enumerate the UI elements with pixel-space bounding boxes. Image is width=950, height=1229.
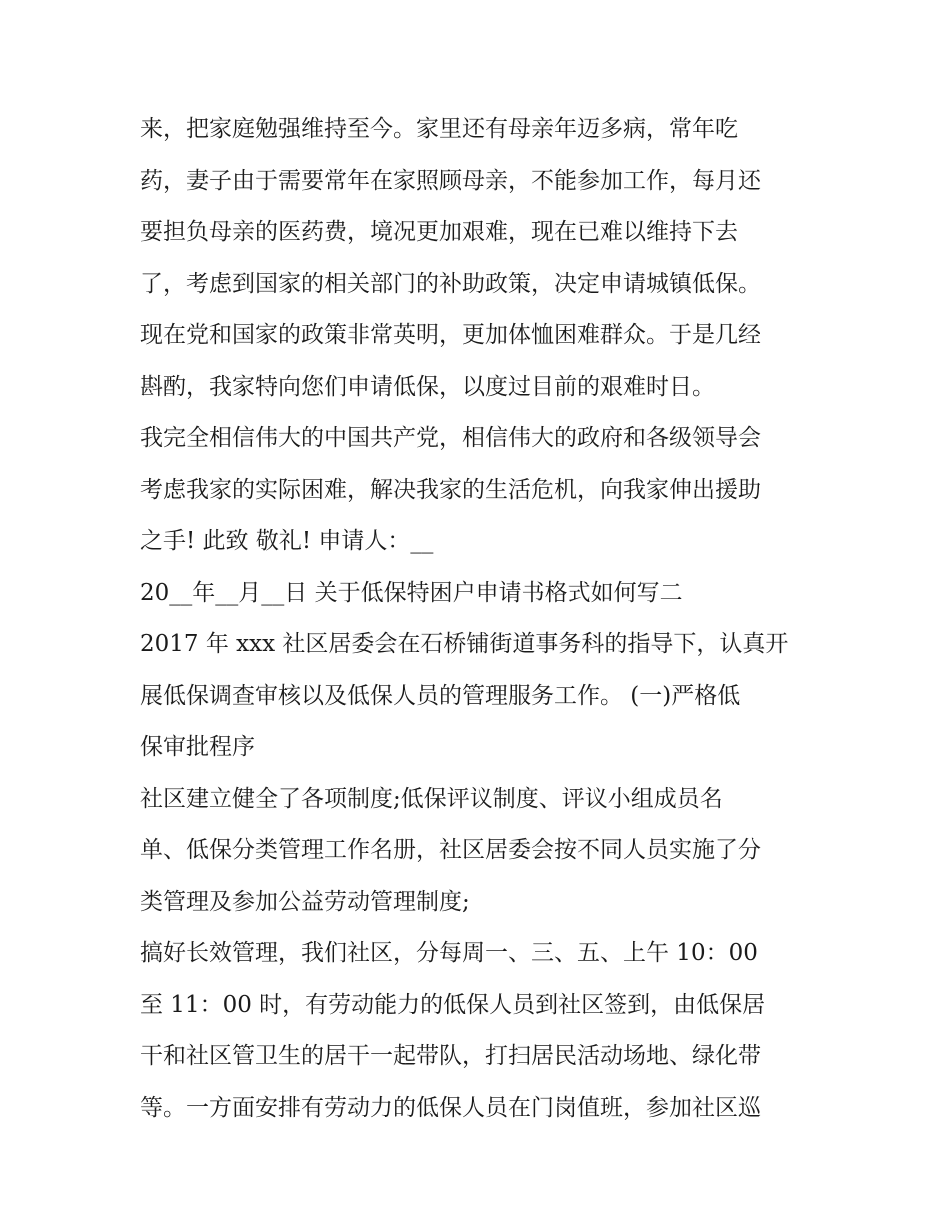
text-line: 斟酌，我家特向您们申请低保，以度过目前的艰难时日。 bbox=[140, 373, 715, 400]
text-line: 考虑我家的实际困难，解决我家的生活危机，向我家伸出援助 bbox=[140, 476, 761, 503]
text-line: 我完全相信伟大的中国共产党，相信伟大的政府和各级领导会 bbox=[140, 425, 761, 451]
text-line: 2017 年 xxx 社区居委会在石桥铺街道事务科的指导下，认真开 bbox=[140, 631, 789, 657]
text-line: 了，考虑到国家的相关部门的补助政策，决定申请城镇低保。 bbox=[140, 270, 761, 297]
text-line: 社区建立健全了各项制度;低保评议制度、评议小组成员名 bbox=[140, 785, 723, 812]
text-line: 保审批程序 bbox=[140, 734, 255, 760]
text-line: 现在党和国家的政策非常英明，更加体恤困难群众。于是几经 bbox=[140, 322, 761, 348]
text-line: 之手! 此致 敬礼! 申请人：__ bbox=[140, 528, 434, 554]
text-line: 至 11：00 时，有劳动能力的低保人员到社区签到，由低保居 bbox=[140, 991, 766, 1018]
document-body bbox=[140, 104, 820, 1134]
text-line: 等。一方面安排有劳动力的低保人员在门岗值班，参加社区巡 bbox=[140, 1094, 761, 1121]
text-line: 要担负母亲的医药费，境况更加艰难，现在已难以维持下去 bbox=[140, 219, 738, 245]
text-line: 搞好长效管理，我们社区，分每周一、三、五、上午 10：00 bbox=[140, 940, 758, 966]
text-line: 干和社区管卫生的居干一起带队，打扫居民活动场地、绿化带 bbox=[140, 1043, 761, 1069]
text-line: 来，把家庭勉强维持至今。家里还有母亲年迈多病，常年吃 bbox=[140, 116, 738, 142]
text-line: 类管理及参加公益劳动管理制度; bbox=[140, 888, 470, 915]
text-line: 20__年__月__日 关于低保特困户申请书格式如何写二 bbox=[140, 579, 683, 606]
text-line: 单、低保分类管理工作名册，社区居委会按不同人员实施了分 bbox=[140, 837, 761, 863]
text-line: 展低保调查审核以及低保人员的管理服务工作。 (一)严格低 bbox=[140, 682, 741, 709]
text-line: 药，妻子由于需要常年在家照顾母亲，不能参加工作，每月还 bbox=[140, 167, 761, 194]
